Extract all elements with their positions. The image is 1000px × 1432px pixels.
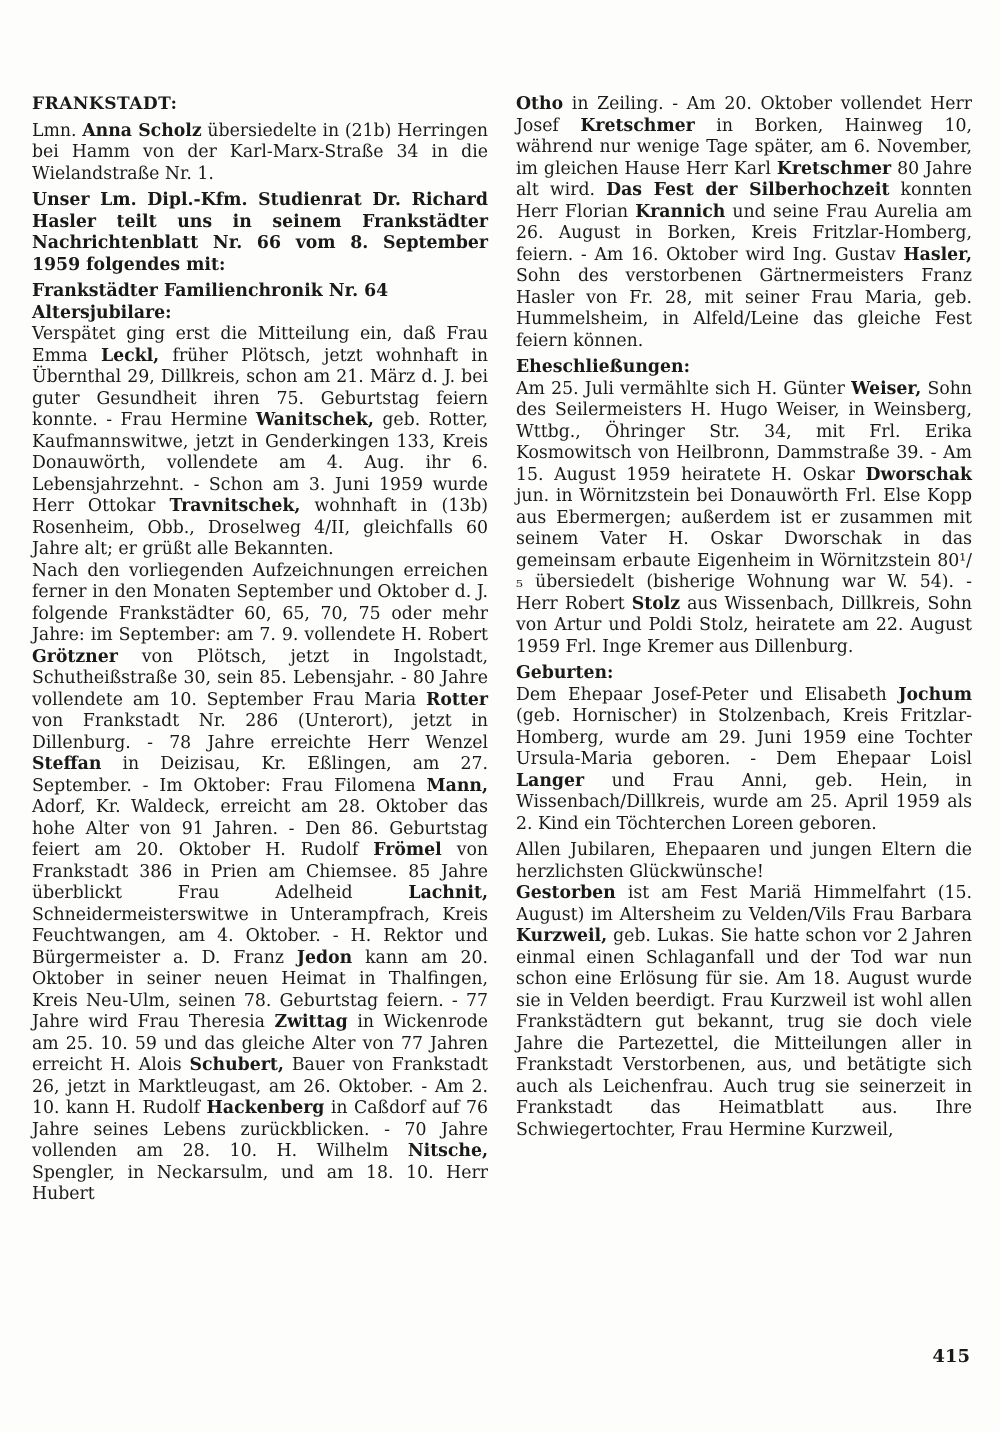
text-run: Sohn des verstorbenen Gärtnermeisters Franz Hasler von Fr. 28, mit seiner Frau Maria, geb. Hummelsheim, in Alfeld/Leine das gleiche Fest feiern können. (516, 266, 972, 351)
bold-name: Krannich (635, 201, 726, 222)
bold-name: Rotter (426, 689, 488, 710)
bold-name: Travnitschek, (169, 496, 301, 516)
text-run: jun. in Wörnitzstein bei Donauwörth Frl. Else Kopp aus Ebermergen; außerdem ist er zusammen mit seinem Vater H. Oskar Dworschak in das gemeinsam erbaute Eigenheim in Wörnitzstein 80¹/₅ übersiedelt (bisherige Wohnung war W. 54). - Herr Robert (516, 486, 972, 614)
text-run: und Frau Anni, geb. Hein, in Wissenbach/Dillkreis, wurde am 25. April 1959 als 2. Kind ein Töchterchen Loreen geboren. (516, 770, 972, 834)
bold-name: Wanitschek, (255, 410, 374, 430)
text-run: geb. Rotter, Kaufmannswitwe, jetzt in Genderkingen 133, Kreis Donauwörth, vollendete am 4. Aug. ihr 6. Lebensjahrzehnt. - Schon am 3. Juni 1959 wurde Herr Ottokar (32, 410, 488, 516)
paragraph-intro: Unser Lm. Dipl.-Kfm. Studienrat Dr. Richard Hasler teilt uns in seinem Frankstädter Nachrichtenblatt Nr. 66 vom 8. September 1959 folgendes mit: (32, 190, 488, 275)
paragraph-rich (32, 561, 488, 1206)
bold-name: Nitsche, (407, 1141, 488, 1161)
bold-name: Zwittag (274, 1012, 348, 1032)
text-run: von Frankstadt Nr. 286 (Unterort), jetzt in Dillenburg. - 78 Jahre erreichte Herr Wenzel (32, 711, 488, 753)
bold-name: Leckl, (100, 345, 160, 366)
text-run: aus Wissenbach, Dillkreis, Sohn von Artur und Poldi Stolz, heiratete am 22. August 1959 Frl. Inge Kremer aus Dillenburg. (516, 593, 972, 657)
text-run: von Frankstadt 386 in Prien am Chiemsee. 85 Jahre überblickt Frau Adelheid (32, 840, 488, 903)
text-run: und seine Frau Aurelia am 26. August in Borken, Kreis Fritzlar-Homberg, feiern. - Am 16. Oktober wird Ing. Gustav (516, 201, 972, 265)
text-run: (geb. Hornischer) in Stolzenbach, Kreis Fritzlar-Homberg, wurde am 29. Juni 1959 eine Tochter Ursula-Maria geboren. - Dem Ehepaar Loisl (516, 706, 972, 769)
bold-name: Kretschmer (776, 158, 892, 179)
text-run: Am 25. Juli vermählte sich H. Günter (516, 378, 852, 399)
text-run: ist am Fest Mariä Himmelfahrt (15. August) im Altersheim zu Velden/Vils Frau Barbara (516, 883, 972, 925)
heading-chronik: Frankstädter Familienchronik Nr. 64 (32, 281, 389, 301)
paragraph-rich (516, 379, 972, 659)
left-column (32, 94, 488, 1206)
text-run: Adorf, Kr. Waldeck, erreicht am 28. Oktober das hohe Alter von 91 Jahren. - Den 86. Geburtstag feiert am 20. Oktober H. Rudolf (32, 797, 488, 860)
bold-name: Jochum (898, 684, 972, 705)
text-run: in Zeiling. - Am 20. Oktober vollendet Herr Josef (516, 94, 972, 136)
bold-name: Grötzner (32, 646, 118, 667)
bold-name: Otho (516, 94, 564, 114)
text-run: in Caßdorf auf 76 Jahre seines Lebens zurückblicken. - 70 Jahre vollenden am 28. 10. H. Wilhelm (32, 1098, 488, 1161)
bold-name: Hasler, (903, 244, 972, 265)
text-run: geb. Lukas. Sie hatte schon vor 2 Jahren einmal einen Schlaganfall und der Tod war nun schon eine Erlösung für sie. Am 18. August wurde sie in Velden beerdigt. Frau Kurzweil ist wohl allen Frankstädtern gut bekannt, trug sie doch viele Jahre die Partezettel, die Mitteilungen aller in Frankstadt Verstorbenen, aus, und betätigte sich auch als Leichenfrau. Auch trug sie seinerzeit in Frankstadt das Heimatblatt aus. Ihre Schwiegertochter, Frau Hermine Kurzweil, (516, 926, 972, 1140)
text-run: in Wickenrode am 25. 10. 59 und das gleiche Alter von 77 Jahren erreicht H. Alois (32, 1012, 488, 1075)
text-run: Dem Ehepaar Josef-Peter und Elisabeth (516, 684, 899, 705)
bold-name: Langer (516, 770, 585, 791)
text-run: in Borken, Hainweg 10, während nur wenige Tage später, am 6. November, im gleichen Hause Herr Karl (516, 115, 972, 179)
text-run: Bauer von Frankstadt 26, jetzt in Marktleugast, am 26. Oktober. - Am 2. 10. kann H. Rudolf (32, 1055, 488, 1118)
text-run: früher Plötsch, jetzt wohnhaft in Übernthal 29, Dillkreis, schon am 21. März d. J. bei guter Gesundheit ihren 75. Geburtstag feiern konnte. - Frau Hermine (32, 345, 488, 430)
text-run: Spengler, in Neckarsulm, und am 18. 10. Herr Hubert (32, 1162, 488, 1204)
text-run: in Deizisau, Kr. Eßlingen, am 27. September. - Im Oktober: Frau Filomena (32, 754, 488, 796)
paragraph-glueckwuensche: Allen Jubilaren, Ehepaaren und jungen Eltern die herzlichsten Glückwünsche! (516, 840, 972, 882)
text-run: konnten Herr Florian (516, 180, 972, 222)
bold-name: Schubert, (189, 1055, 284, 1075)
bold-name: Das Fest der Silberhochzeit (606, 180, 890, 200)
heading-eheschliessungen: Eheschließungen: (516, 357, 690, 377)
text-run: 80 Jahre alt wird. (516, 158, 972, 200)
bold-name: Kretschmer (580, 115, 695, 136)
bold-name: Hackenberg (206, 1098, 325, 1118)
text-run: wohnhaft in (13b) Rosenheim, Obb., Droselweg 4/II, gleichfalls 60 Jahre alt; er grüßt alle Bekannten. (32, 496, 488, 559)
bold-name: Steffan (32, 754, 102, 774)
text-run: Verspätet ging erst die Mitteilung ein, daß Frau Emma (32, 324, 488, 366)
bold-name: Gestorben (516, 883, 616, 903)
text-run: von Plötsch, jetzt in Ingolstadt, Schutheißstraße 30, sein 85. Lebensjahr. - 80 Jahre vollendete am 10. September Frau Maria (32, 646, 488, 710)
bold-name: Mann, (426, 775, 488, 796)
text-run: Schneidermeisterswitwe in Unterampfrach, Kreis Feuchtwangen, am 4. Oktober. - H. Rektor und Bürgermeister a. D. Franz (32, 904, 488, 968)
text-run: Sohn des Seilermeisters H. Hugo Weiser, in Weinsberg, Wttbg., Öhringer Str. 34, mit Frl. Erika Kosmowitsch von Heilbronn, Dammstraße 39. - Am 15. August 1959 heiratete H. Oskar (516, 378, 972, 485)
bold-name: Stolz (631, 593, 681, 614)
paragraph-rich (32, 324, 488, 561)
right-column (516, 94, 972, 1141)
paragraph-scholz: Lmn. Anna Scholz übersiedelte in (21b) Herringen bei Hamm von der Karl-Marx-Straße 34 in die Wielandstraße Nr. 1. (32, 120, 488, 184)
section-title: FRANKSTADT: (32, 94, 178, 114)
page-number: 415 (932, 1346, 970, 1367)
paragraph-rich (516, 94, 972, 352)
text-run: Nach den vorliegenden Aufzeichnungen erreichen ferner in den Monaten September und Oktober d. J. folgende Frankstädter 60, 65, 70, 75 oder mehr Jahre: im September: am 7. 9. vollendete H. Robert (32, 560, 488, 645)
bold-name: Weiser, (851, 378, 922, 399)
paragraph-rich (516, 685, 972, 836)
bold-name: Jedon (296, 947, 353, 968)
bold-name: Lachnit, (408, 883, 488, 903)
paragraph-rich (516, 883, 972, 1141)
bold-name: Kurzweil, (516, 926, 608, 946)
heading-geburten: Geburten: (516, 663, 614, 683)
bold-name: Frömel (373, 840, 442, 860)
bold-name: Dworschak (865, 464, 972, 485)
text-run: kann am 20. Oktober in seiner neuen Heimat in Thalfingen, Kreis Neu-Ulm, seinen 78. Geburtstag feiern. - 77 Jahre wird Frau Theresia (32, 947, 489, 1032)
heading-altersjubilare: Altersjubilare: (32, 302, 172, 323)
